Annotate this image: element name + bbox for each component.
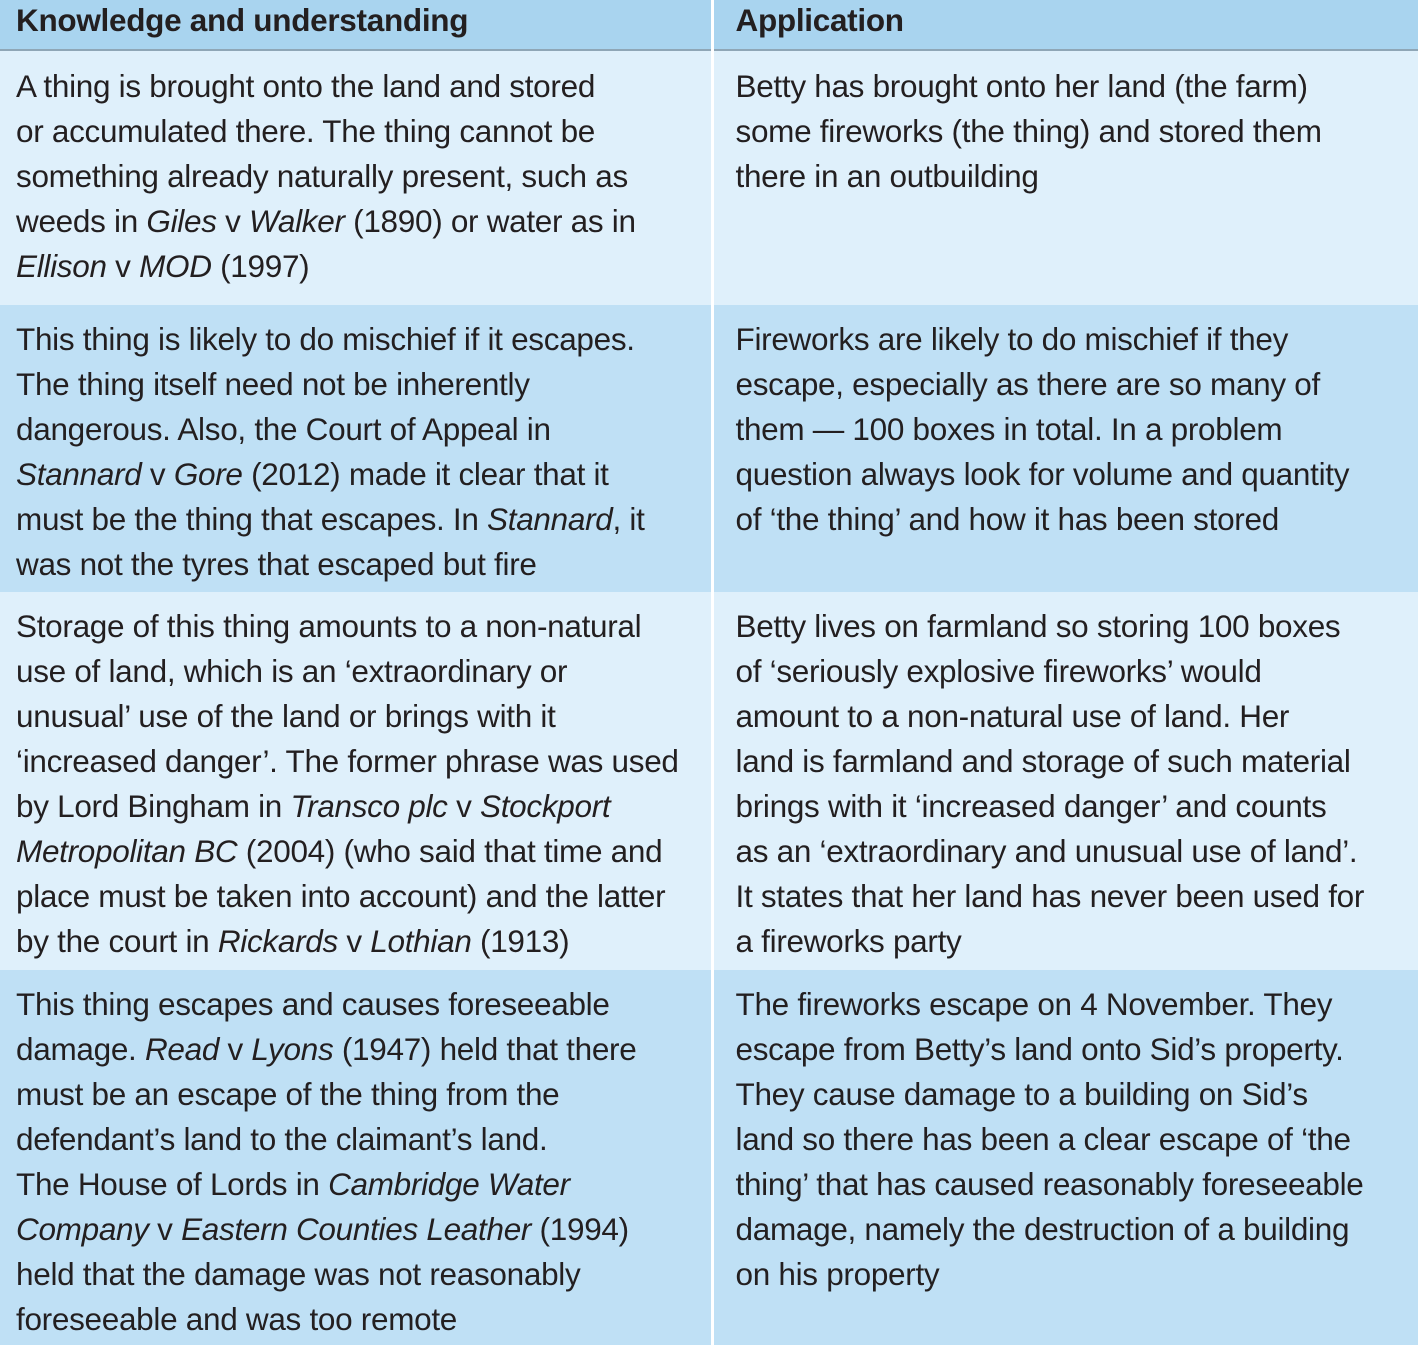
application-cell: Betty lives on farmland so storing 100 boxes of ‘seriously explosive fireworks’ would amount to a non-natural use of land. Her land is farmland and storage of such material brings with it ‘increased danger’ and counts as an ‘extraordinary and unusual use of land’. It states that her land has never been used for a fireworks party [712,592,1418,970]
case-name: Stannard [16,456,142,492]
knowledge-cell: Storage of this thing amounts to a non-natural use of land, which is an ‘extraordinary or unusual’ use of the land or brings with it ‘increased danger’. The former phrase was used by Lord Bingham in Transco plc v Stockport Metropolitan BC (2004) (who said that time and place must be taken into account) and the latter by the court in Rickards v Lothian (1913) [0,592,712,970]
case-name: Stockport [480,788,611,824]
case-name: Lyons [251,1031,334,1067]
case-name: Lothian [370,923,472,959]
case-name: Eastern Counties Leather [181,1211,532,1247]
case-name: Rickards [217,923,338,959]
application-cell: Fireworks are likely to do mischief if they escape, especially as there are so many of them — 100 boxes in total. In a problem question always look for volume and quantity of ‘the thing’ and how it has been stored [712,305,1418,592]
case-name: Cambridge Water [328,1166,570,1202]
table-row [0,305,1418,592]
case-name: MOD [139,248,212,284]
application-cell: The fireworks escape on 4 November. They escape from Betty’s land onto Sid’s property. They cause damage to a building on Sid’s land so there has been a clear escape of ‘the thing’ that has caused reasonably foreseeable damage, namely the destruction of a building on his property [712,970,1418,1345]
knowledge-cell: This thing is likely to do mischief if it escapes. The thing itself need not be inherently dangerous. Also, the Court of Appeal in Stannard v Gore (2012) made it clear that it must be the thing that escapes. In Stannard, it was not the tyres that escaped but fire [0,305,712,592]
case-name: Gore [173,456,243,492]
table-row [0,50,1418,305]
table-row [0,592,1418,970]
application-cell: Betty has brought onto her land (the farm) some fireworks (the thing) and stored them there in an outbuilding [712,50,1418,305]
header-row [0,0,1418,50]
header-knowledge: Knowledge and understanding [0,0,712,50]
knowledge-cell: This thing escapes and causes foreseeable damage. Read v Lyons (1947) held that there must be an escape of the thing from the defendant’s land to the claimant’s land. The House of Lords in Cambridge Water Company v Eastern Counties Leather (1994) held that the damage was not reasonably foreseeable and was too remote [0,970,712,1345]
header-application: Application [712,0,1418,50]
case-name: Giles [146,203,217,239]
case-name: Metropolitan BC [16,833,238,869]
case-name: Ellison [16,248,107,284]
case-name: Company [16,1211,149,1247]
case-name: Transco plc [290,788,448,824]
case-name: Read [144,1031,220,1067]
table-row [0,970,1418,1345]
case-name: Stannard [487,501,613,537]
case-name: Walker [249,203,345,239]
knowledge-cell: A thing is brought onto the land and stored or accumulated there. The thing cannot be something already naturally present, such as weeds in Giles v Walker (1890) or water as in Ellison v MOD (1997) [0,50,712,305]
